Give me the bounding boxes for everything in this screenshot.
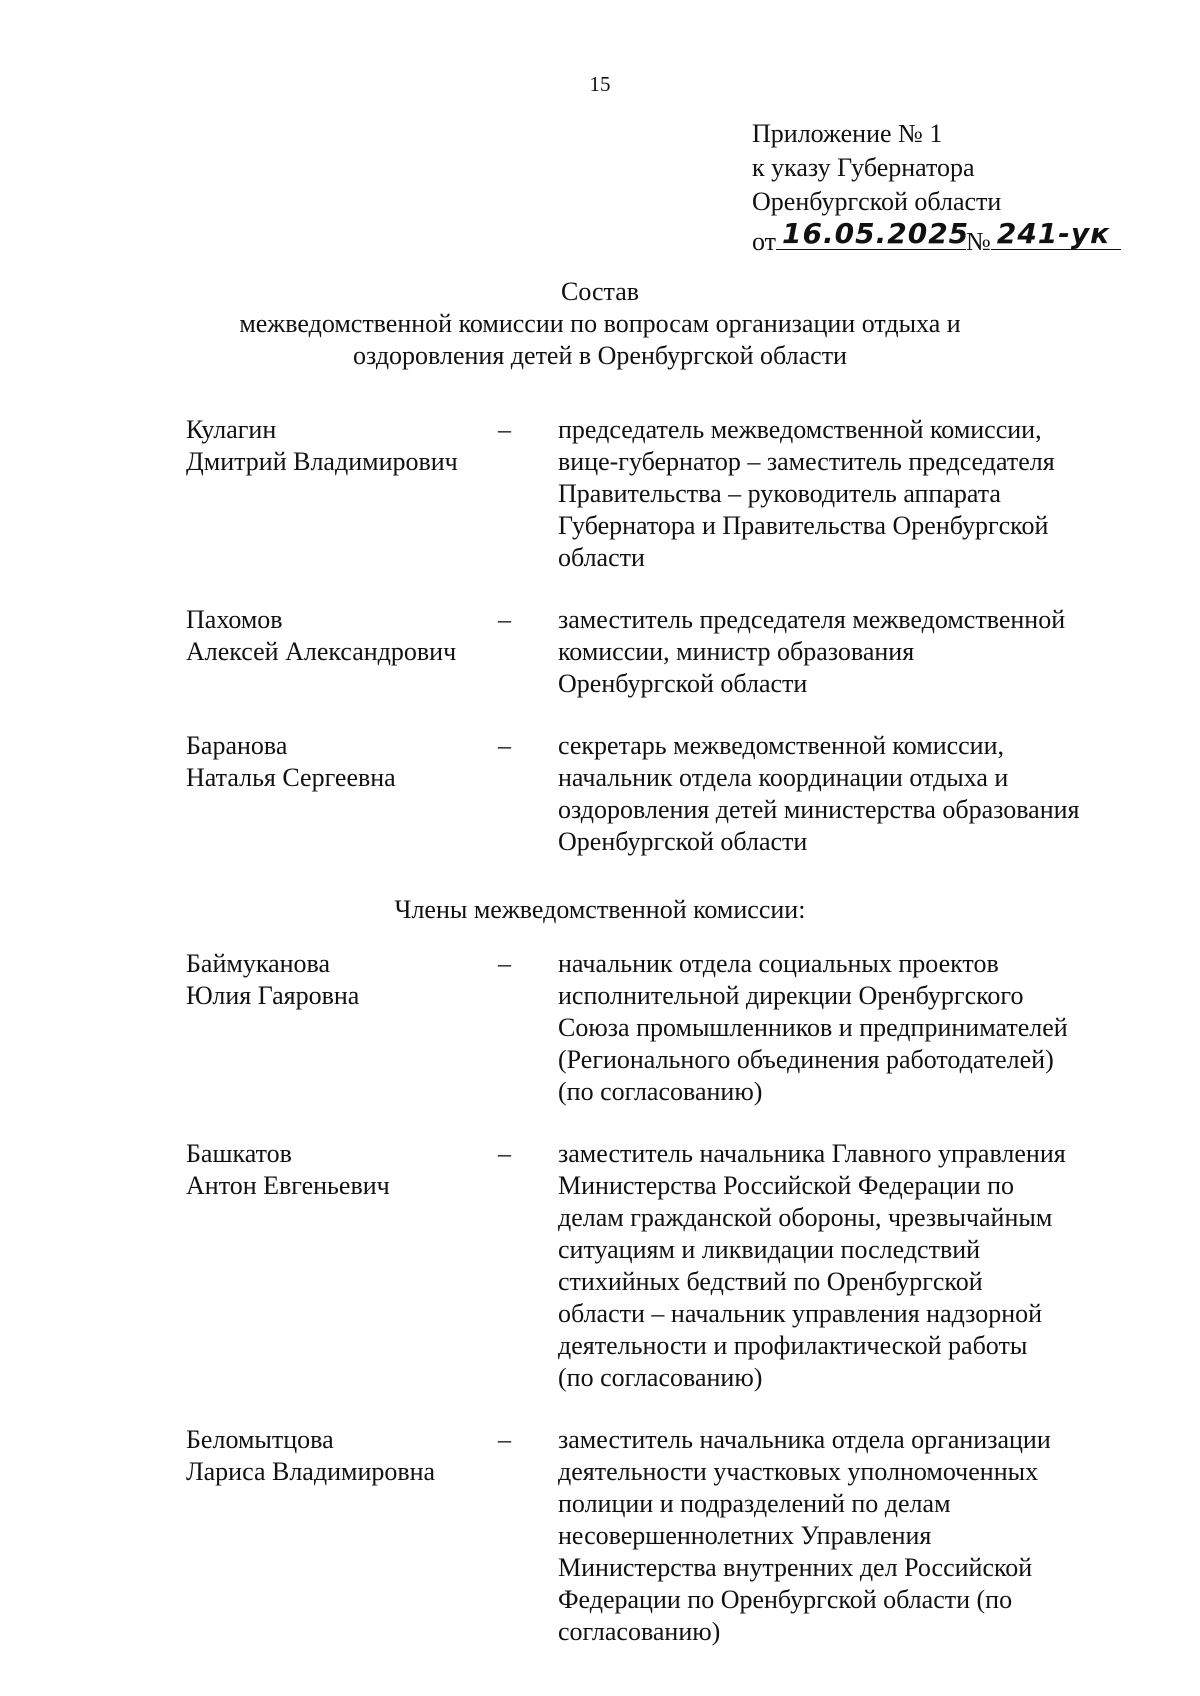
role-line: секретарь межведомственной комиссии,: [558, 731, 1005, 760]
number-blank: [991, 219, 1121, 250]
appendix-line: Оренбургской области: [752, 187, 1002, 216]
role-line: исполнительной дирекции Оренбургского: [558, 981, 1024, 1010]
title-line: Состав: [560, 277, 640, 306]
role-line: Правительства – руководитель аппарата: [558, 479, 1001, 508]
role-line: Оренбургской области: [558, 827, 808, 856]
entry-baranova: [186, 730, 1146, 858]
given-name: Лариса Владимировна: [186, 1457, 436, 1486]
person-name: [186, 1424, 498, 1648]
role-line: области: [558, 543, 645, 572]
role-line: Губернатора и Правительства Оренбургской: [558, 511, 1049, 540]
handwritten-number: 241-ук: [996, 217, 1111, 250]
role-line: начальник отдела координации отдыха и: [558, 763, 1009, 792]
person-role: [558, 1424, 1146, 1648]
appendix-header: [752, 117, 1121, 259]
role-line: Союза промышленников и предпринимателей: [558, 1013, 1068, 1042]
surname: Башкатов: [186, 1139, 292, 1168]
entry-belomyttsova: [186, 1424, 1146, 1648]
role-line: заместитель начальника отдела организации: [558, 1425, 1051, 1454]
role-line: Министерства внутренних дел Российской: [558, 1553, 1033, 1582]
role-line: Министерства Российской Федерации по: [558, 1171, 1015, 1200]
given-name: Алексей Александрович: [186, 637, 457, 666]
appendix-line: к указу Губернатора: [752, 153, 975, 182]
role-line: Оренбургской области: [558, 669, 808, 698]
role-line: стихийных бедствий по Оренбургской: [558, 1267, 983, 1296]
person-name: [186, 1138, 498, 1394]
role-line: (по согласованию): [558, 1077, 763, 1106]
role-line: заместитель председателя межведомственной: [558, 605, 1066, 634]
dash: –: [498, 605, 511, 634]
person-role: [558, 414, 1146, 574]
person-name: [186, 604, 498, 700]
role-line: комиссии, министр образования: [558, 637, 915, 666]
role-line: председатель межведомственной комиссии,: [558, 415, 1042, 444]
role-line: (Регионального объединения работодателей): [558, 1045, 1054, 1074]
role-line: заместитель начальника Главного управления: [558, 1139, 1066, 1168]
title-line: оздоровления детей в Оренбургской области: [353, 341, 847, 370]
role-line: делам гражданской обороны, чрезвычайным: [558, 1203, 1053, 1232]
person-role: [558, 948, 1146, 1108]
given-name: Дмитрий Владимирович: [186, 447, 458, 476]
person-role: [558, 1138, 1146, 1394]
person-name: [186, 948, 498, 1108]
role-line: согласованию): [558, 1617, 721, 1646]
dash: –: [498, 949, 511, 978]
surname: Беломытцова: [186, 1425, 334, 1454]
role-line: (по согласованию): [558, 1363, 763, 1392]
role-line: деятельности участковых уполномоченных: [558, 1457, 1039, 1486]
person-role: [558, 730, 1146, 858]
from-label: от: [752, 227, 777, 256]
role-line: несовершеннолетних Управления: [558, 1521, 932, 1550]
entry-baimukanova: [186, 948, 1146, 1108]
role-line: Федерации по Оренбургской области (по: [558, 1585, 1013, 1614]
role-line: полиции и подразделений по делам: [558, 1489, 951, 1518]
surname: Пахомов: [186, 605, 283, 634]
page-number: 15: [589, 72, 611, 96]
role-line: оздоровления детей министерства образования: [558, 795, 1080, 824]
entry-pakhomov: [186, 604, 1146, 700]
role-line: деятельности и профилактической работы: [558, 1331, 1028, 1360]
dash: –: [498, 731, 511, 760]
appendix-line: Приложение № 1: [752, 119, 943, 148]
given-name: Наталья Сергеевна: [186, 763, 396, 792]
role-line: области – начальник управления надзорной: [558, 1299, 1043, 1328]
dash: –: [498, 1139, 511, 1168]
dash: –: [498, 1425, 511, 1454]
surname: Баранова: [186, 731, 288, 760]
surname: Кулагин: [186, 415, 277, 444]
dash: –: [498, 415, 511, 444]
role-line: начальник отдела социальных проектов: [558, 949, 999, 978]
role-line: ситуациям и ликвидации последствий: [558, 1235, 981, 1264]
entry-bashkatov: [186, 1138, 1146, 1394]
members-heading: Члены межведомственной комиссии:: [394, 895, 806, 924]
number-label: №: [966, 227, 991, 256]
role-line: вице-губернатор – заместитель председателя: [558, 447, 1055, 476]
date-blank: [776, 217, 970, 250]
entry-kulagin: [186, 414, 1146, 574]
given-name: Антон Евгеньевич: [186, 1171, 390, 1200]
handwritten-date: 16.05.2025: [782, 217, 970, 250]
person-name: [186, 414, 498, 574]
person-role: [558, 604, 1146, 700]
decree-date-number: [752, 219, 1121, 259]
surname: Баймуканова: [186, 949, 331, 978]
commission-list: [186, 414, 1146, 1648]
given-name: Юлия Гаяровна: [186, 981, 360, 1010]
person-name: [186, 730, 498, 858]
document-title: [0, 276, 1200, 372]
title-line: межведомственной комиссии по вопросам организации отдыха и: [239, 309, 961, 338]
